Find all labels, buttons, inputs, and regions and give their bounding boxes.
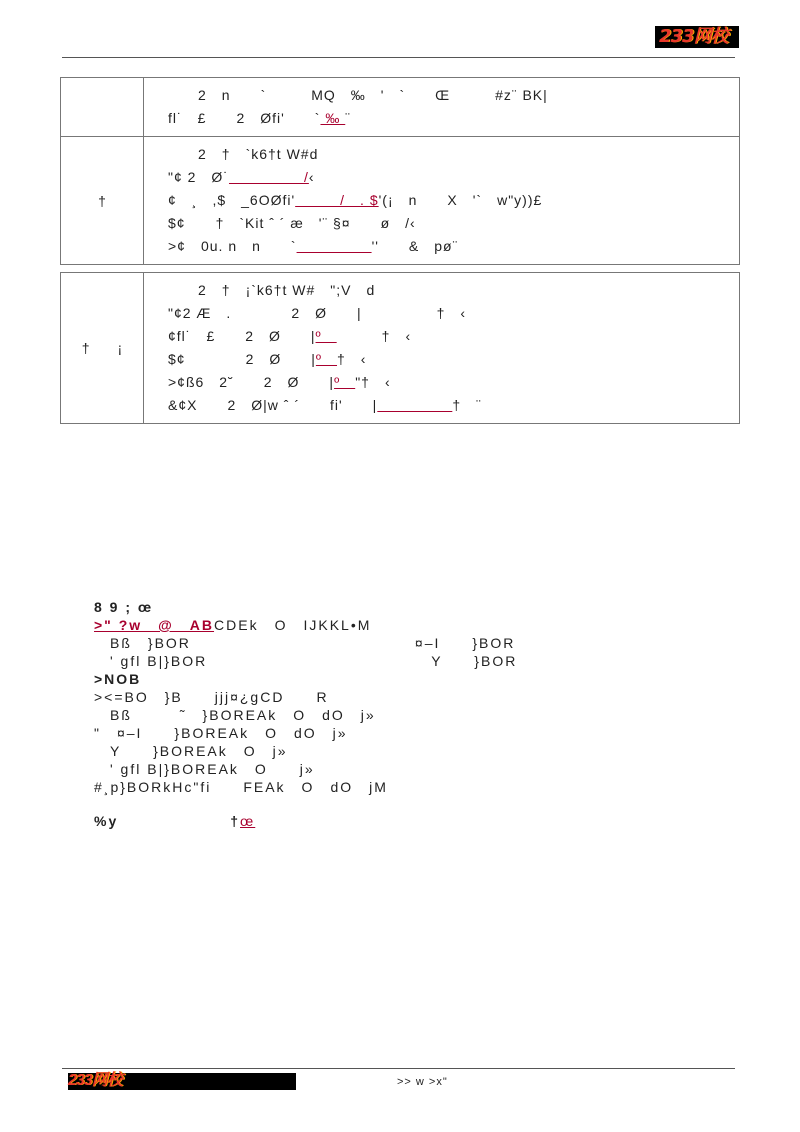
text-line: 2 † `k6†t W#d <box>168 146 319 162</box>
row-content <box>144 78 740 137</box>
fill-blank: ‰ <box>320 110 346 126</box>
fill-blank <box>297 238 372 254</box>
section-line: ><=BO }B jjj¤¿gCD R <box>94 689 329 705</box>
row-label: † ¡ <box>61 273 144 424</box>
text-line: "¢ 2 Ø˙ /‹ <box>168 169 315 185</box>
section-line: ' gfl B|}BOREAk O j» <box>94 761 315 777</box>
row-content <box>144 273 740 424</box>
text-line: &¢X 2 Ø|w ˆ ´ fi' | † ¨ <box>168 397 482 413</box>
section-line: Bß ˜ }BOREAk O dO j» <box>94 707 376 723</box>
section-line: >" ?w @ ABCDEk O IJKKL•M <box>94 617 372 633</box>
text-line: ¢ ¸ ,$ _6OØfi' / . $'(¡ n X '` w"y))£ <box>168 192 543 208</box>
section-line: " ¤–I }BOREAk O dO j» <box>94 725 348 741</box>
text-line: >¢ 0u. n n ` '' & pø¨ <box>168 238 459 254</box>
fill-blank: / . $ <box>295 192 379 208</box>
text-line: $¢ † `Kit ˆ ´ æ '¨ §¤ ø /‹ <box>168 215 416 231</box>
text-line: ¢fl˙ £ 2 Ø |º † ‹ <box>168 328 412 344</box>
section-line: #¸p}BORkHc"fi FEAk O dO jM <box>94 779 388 795</box>
text-line: $¢ 2 Ø |º † ‹ <box>168 351 367 367</box>
text-line: fl˙ £ 2 Øfi' ` ‰ ¨ <box>168 110 351 126</box>
fill-blank <box>377 397 452 413</box>
row-content <box>144 137 740 265</box>
table-2 <box>60 272 740 424</box>
fill-blank: º <box>315 351 338 367</box>
section-line: Y }BOREAk O j» <box>94 743 288 759</box>
section-line: Bß }BOR ¤–I }BOR <box>94 635 516 651</box>
text-line: >¢ß6 2˘ 2 Ø |º "† ‹ <box>168 374 391 390</box>
section-final: %y †œ <box>94 813 256 829</box>
row-label: † <box>61 137 144 265</box>
text-line: 2 † ¡`k6†t W# ";V d <box>168 282 376 298</box>
text-line: "¢2 Æ . 2 Ø | † ‹ <box>168 305 467 321</box>
footer-rule <box>62 1068 735 1069</box>
text-line: 2 n ` MQ ‰ ' ` Œ #z¨ BK| <box>168 87 548 103</box>
section-title: 8 9 ; œ <box>94 599 154 615</box>
brand-logo: 233网校 <box>655 26 739 48</box>
fill-blank: / <box>228 169 309 185</box>
final-link[interactable]: œ <box>240 813 256 829</box>
notes-section <box>94 598 517 830</box>
footer-logo: 233网校 <box>68 1072 122 1089</box>
fill-blank: º <box>334 374 356 390</box>
fill-blank: º <box>315 328 337 344</box>
section-line: ' gfl B|}BOR Y }BOR <box>94 653 518 669</box>
header-rule <box>62 57 735 58</box>
section-line: >NOB <box>94 671 142 687</box>
page-number: >> w >x" <box>397 1076 448 1088</box>
row-label <box>61 78 144 137</box>
table-1 <box>60 77 740 265</box>
